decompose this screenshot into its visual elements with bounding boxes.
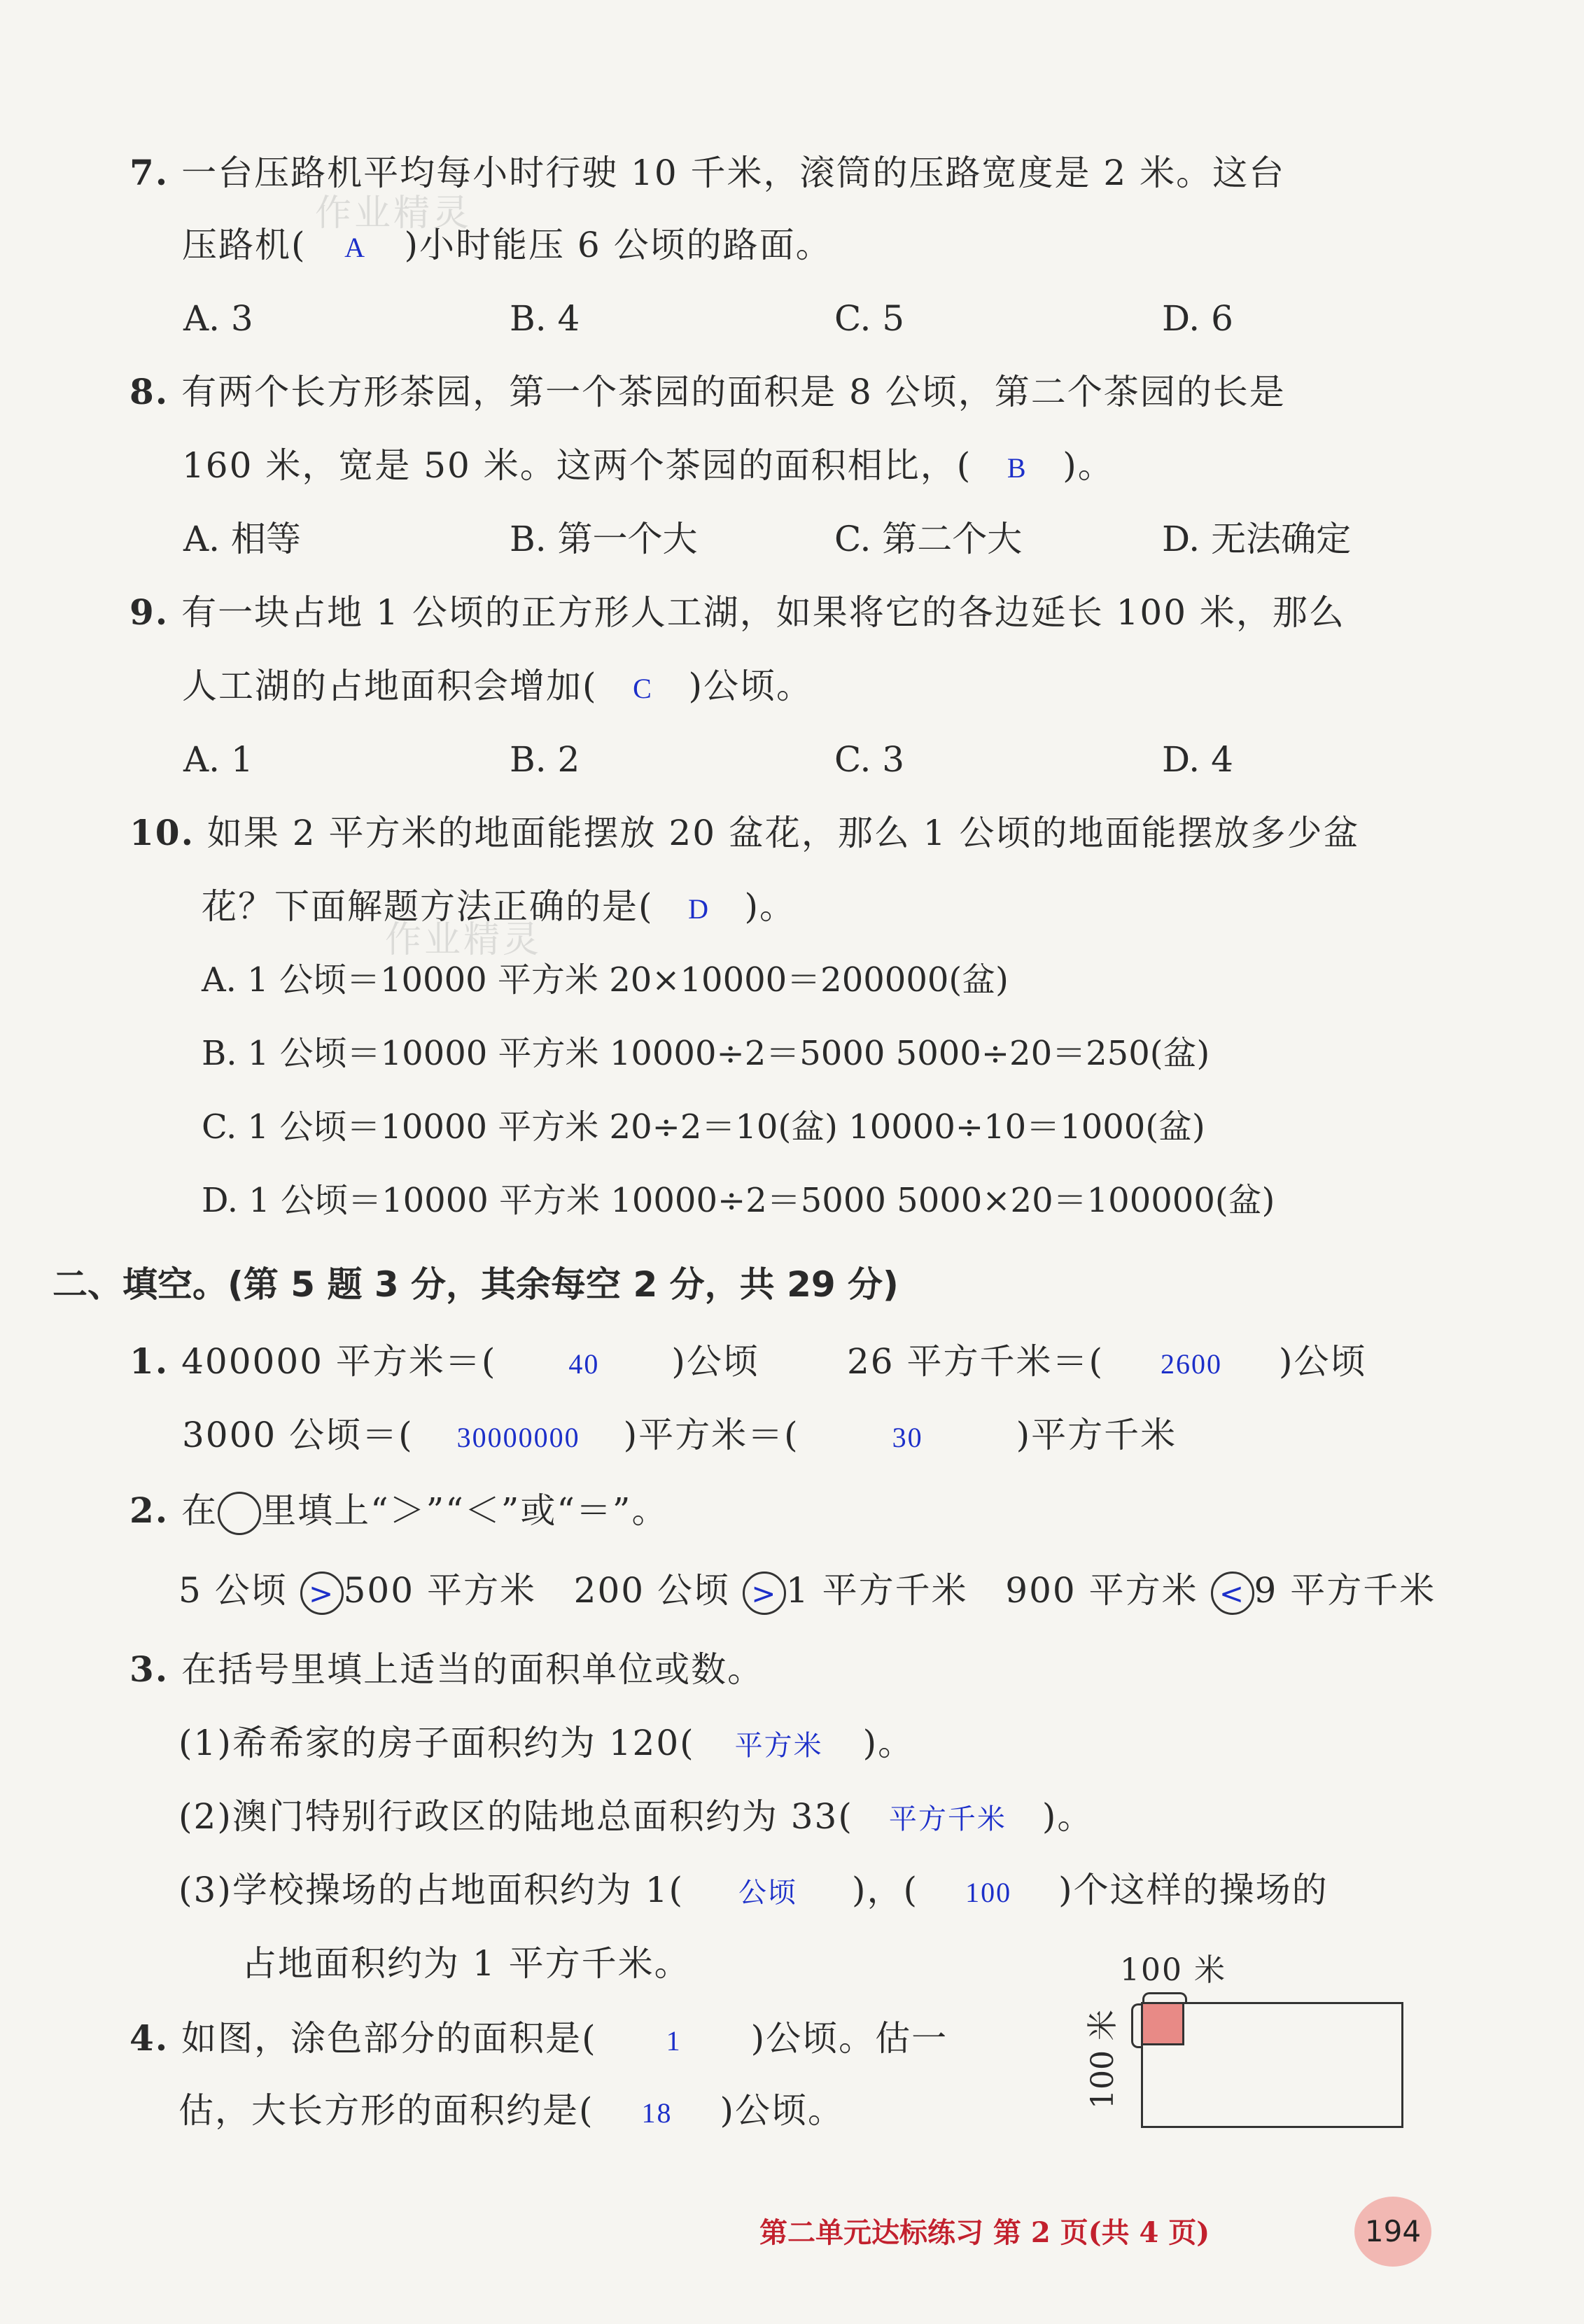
- f3-sub3: (3)学校操场的占地面积约为 1( 公顷 )，( 100 )个这样的操场的: [178, 1865, 1329, 1917]
- q7-line2: 压路机( A )小时能压 6 公顷的路面。: [182, 220, 832, 272]
- f3-answer-4: 100: [965, 1877, 1012, 1908]
- f1-line1: 1. 400000 平方米＝( 40 )公顷: [129, 1337, 759, 1389]
- q9-answer: C: [633, 673, 653, 704]
- q9-text: 有一块占地 1 公顷的正方形人工湖，如果将它的各边延长 100 米，那么: [181, 592, 1345, 633]
- q10-line1: [129, 808, 1360, 858]
- q8-answer: B: [1007, 452, 1028, 484]
- q9-line2: 人工湖的占地面积会增加( C )公顷。: [182, 662, 813, 713]
- q9-line1: [129, 588, 1345, 637]
- q10-number: 10.: [129, 812, 195, 853]
- f4-number: 4.: [129, 2017, 169, 2059]
- f2-instruction: 2. 在 里填上“＞”“＜”或“＝”。: [129, 1486, 668, 1535]
- compare-circle: >: [743, 1572, 786, 1615]
- f4-answer-2: 18: [641, 2097, 673, 2129]
- f3-answer-1: 平方米: [734, 1730, 823, 1761]
- f4-line2: 估，大长方形的面积约是( 18 )公顷。: [178, 2086, 844, 2138]
- f3-answer-3: 公顷: [738, 1877, 798, 1908]
- area-figure: [1078, 1946, 1414, 2156]
- f3-instruction: 3. 在括号里填上适当的面积单位或数。: [129, 1648, 764, 1690]
- f4-line1: 4. 如图，涂色部分的面积是( 1 )公顷。估一: [129, 2014, 948, 2066]
- page-number: 194: [1354, 2197, 1431, 2267]
- q10-text: 如果 2 平方米的地面能摆放 20 盆花，那么 1 公顷的地面能摆放多少盆: [206, 813, 1360, 853]
- watermark: 作业精灵: [315, 192, 472, 234]
- empty-circle-icon: [218, 1492, 261, 1535]
- q8-number: 8.: [129, 371, 169, 412]
- q8-option-d: D. 无法确定: [1162, 519, 1352, 559]
- f3-sub2: (2)澳门特别行政区的陆地总面积约为 33( 平方千米 )。: [178, 1792, 1093, 1844]
- q10-option-b: B. 1 公顷＝10000 平方米 10000÷2＝5000 5000÷20＝250(盆): [202, 1034, 1210, 1073]
- f2-items: 5 公顷 > 500 平方米 200 公顷 > 1 平方千米 900 平方米 < 9 平方千米: [178, 1566, 1436, 1615]
- q9-option-a: A. 1: [183, 739, 253, 780]
- f1-answer-hectare: 40: [568, 1348, 600, 1380]
- q10-option-c: C. 1 公顷＝10000 平方米 20÷2＝10(盆) 10000÷10＝1000(盆): [202, 1107, 1205, 1147]
- q10-line2: 花？下面解题方法正确的是( D )。: [202, 882, 796, 934]
- f2-number: 2.: [129, 1490, 169, 1531]
- f1-number: 1.: [129, 1340, 169, 1382]
- figure-top-label: 100 米: [1120, 1952, 1226, 1988]
- q9-option-c: C. 3: [834, 739, 905, 780]
- q8-text: 有两个长方形茶园，第一个茶园的面积是 8 公顷，第二个茶园的长是: [181, 372, 1286, 412]
- q8-line1: [129, 368, 1286, 416]
- top-brace: [1142, 1992, 1187, 2003]
- compare-circle: <: [1211, 1572, 1254, 1615]
- q9-number: 9.: [129, 592, 169, 633]
- f1-answer-m2: 30000000: [456, 1422, 580, 1453]
- q7-number: 7.: [129, 152, 169, 193]
- q9-option-d: D. 4: [1162, 739, 1233, 780]
- figure-side-label: 100 米: [1084, 2010, 1121, 2109]
- f3-answer-2: 平方千米: [888, 1803, 1007, 1835]
- q7-option-a: A. 3: [183, 298, 253, 339]
- footer-text: 第二单元达标练习 第 2 页(共 4 页): [759, 2216, 1210, 2249]
- q8-option-b: B. 第一个大: [510, 519, 698, 559]
- q7-line1: [129, 148, 1285, 197]
- q7-option-d: D. 6: [1162, 298, 1233, 339]
- f4-answer-1: 1: [666, 2025, 682, 2057]
- f1-answer-km2: 2600: [1161, 1348, 1223, 1380]
- q7-answer: A: [344, 232, 366, 263]
- section-2-title: 二、填空。(第 5 题 3 分，其余每空 2 分，共 29 分): [52, 1264, 899, 1305]
- f3-number: 3.: [129, 1648, 169, 1690]
- shaded-square: [1141, 2002, 1184, 2045]
- q8-option-c: C. 第二个大: [834, 519, 1023, 559]
- f1-line1-right: 26 平方千米＝( 2600 )公顷: [847, 1337, 1367, 1389]
- f3-sub3-line2: 占地面积约为 1 平方千米。: [241, 1943, 691, 1984]
- q10-option-a: A. 1 公顷＝10000 平方米 20×10000＝200000(盆): [202, 960, 1009, 1000]
- watermark: 作业精灵: [385, 919, 542, 961]
- f1-line2: 3000 公顷＝( 30000000 )平方米＝( 30 )平方千米: [182, 1410, 1177, 1462]
- q7-option-c: C. 5: [834, 298, 905, 339]
- q8-option-a: A. 相等: [183, 519, 301, 559]
- compare-circle: >: [300, 1572, 344, 1615]
- q7-option-b: B. 4: [510, 298, 580, 339]
- q10-answer: D: [688, 893, 710, 925]
- q7-text: 一台压路机平均每小时行驶 10 千米，滚筒的压路宽度是 2 米。这台: [181, 153, 1286, 193]
- side-brace: [1131, 2003, 1142, 2048]
- q10-option-d: D. 1 公顷＝10000 平方米 10000÷2＝5000 5000×20＝100000(盆): [202, 1181, 1275, 1220]
- f1-answer-km2-2: 30: [892, 1422, 923, 1453]
- q8-line2: 160 米，宽是 50 米。这两个茶园的面积相比，( B )。: [182, 441, 1114, 493]
- f3-sub1: (1)希希家的房子面积约为 120( 平方米 )。: [178, 1718, 914, 1770]
- q9-option-b: B. 2: [510, 739, 580, 780]
